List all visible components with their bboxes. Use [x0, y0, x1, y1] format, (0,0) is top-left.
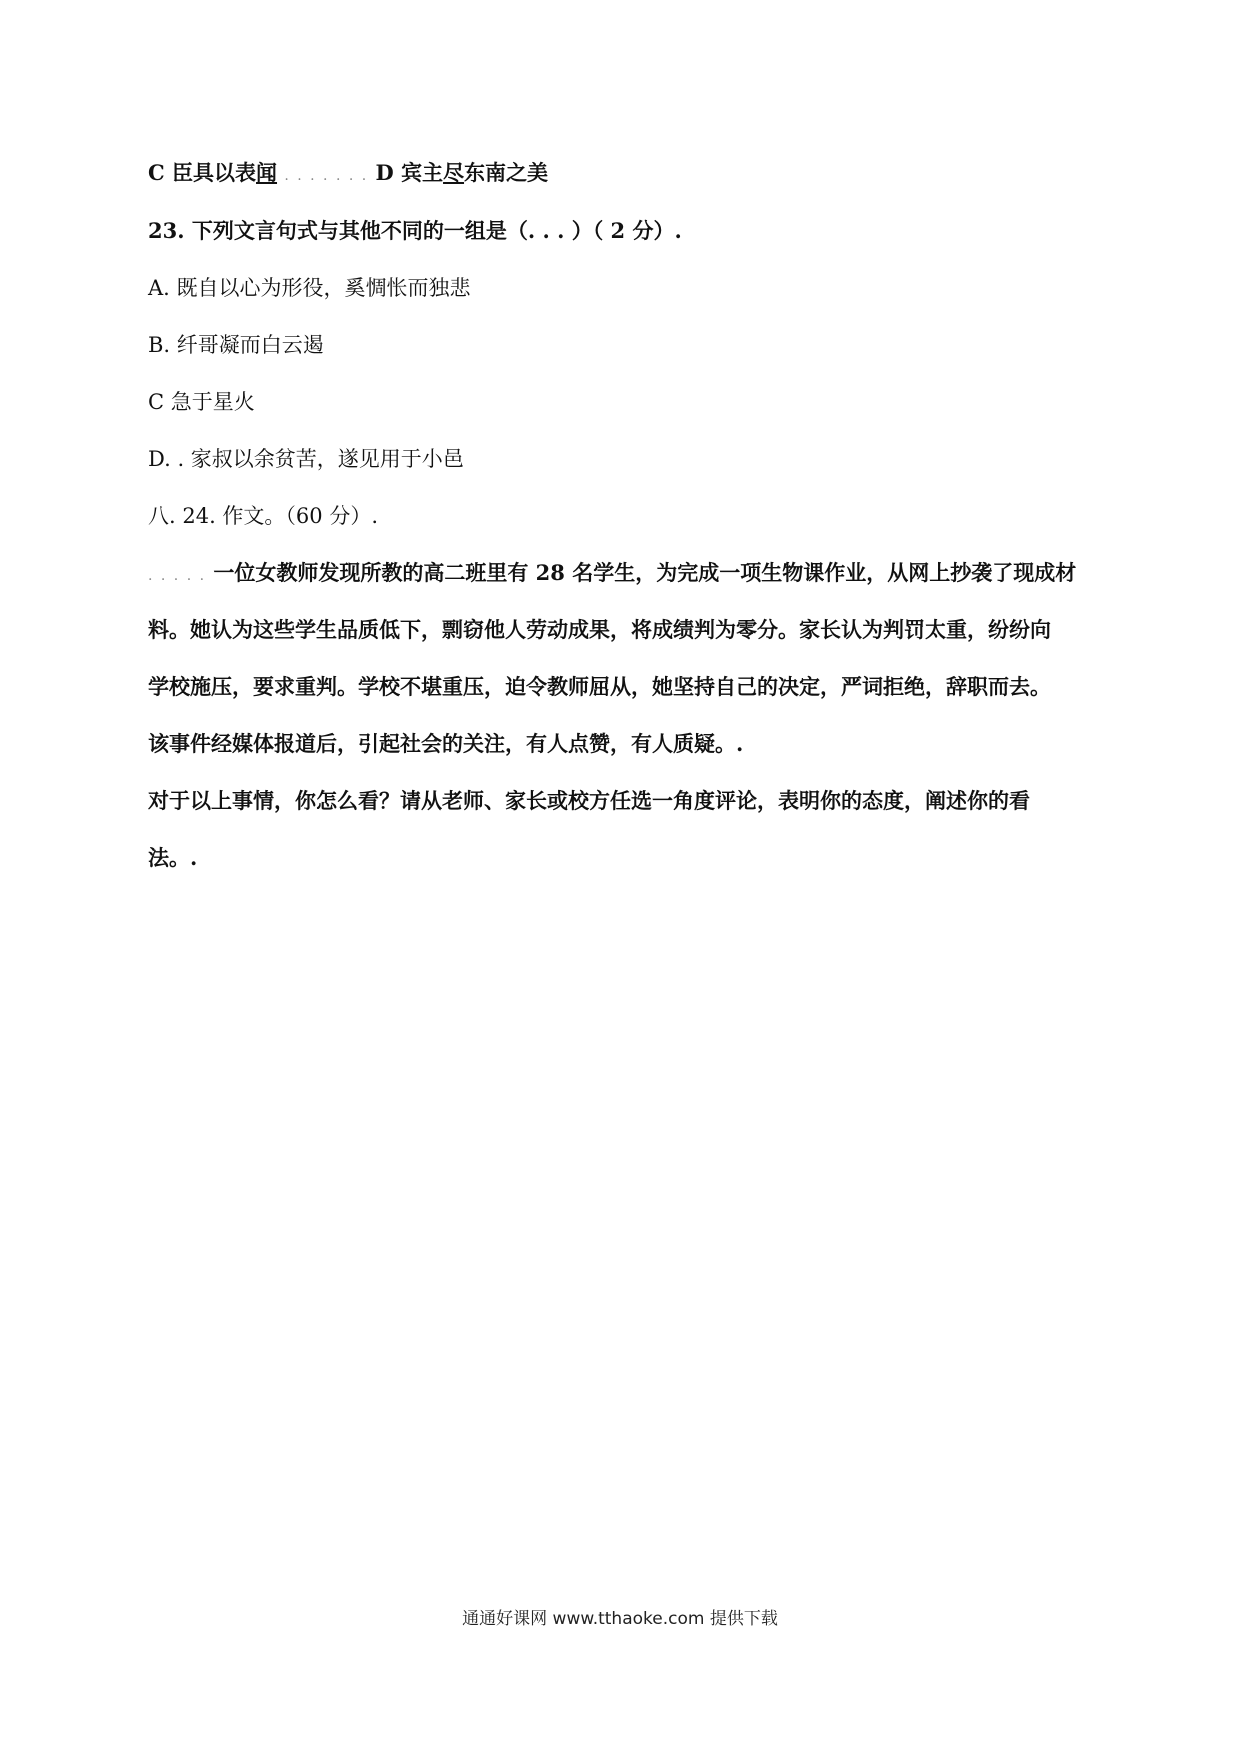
option-d: D. . 家叔以余贫苦，遂见用于小邑 [148, 447, 464, 471]
prompt-paragraph-line-6: 法。. [148, 845, 198, 870]
section-heading-composition: 八. 24. 作文。（60 分）. [148, 504, 378, 528]
prompt-paragraph-line-5: 对于以上事情，你怎么看？请从老师、家长或校方任选一角度评论，表明你的态度，阐述你的看 [148, 788, 1030, 813]
option-d-suffix: 东南之美 [464, 160, 549, 185]
prompt-paragraph-line-1 [148, 558, 1076, 591]
option-c: C 急于星火 [148, 390, 255, 414]
underlined-char-wen: 闻 [256, 160, 278, 185]
prompt-paragraph-line-2: 料。她认为这些学生品质低下，剽窃他人劳动成果，将成绩判为零分。家长认为判罚太重，纷纷向 [148, 617, 1051, 642]
prompt-paragraph-line-3: 学校施压，要求重判。学校不堪重压，迫令教师屈从，她坚持自己的决定，严词拒绝，辞职而去。 [148, 674, 1051, 699]
underlined-char-jin: 尽 [443, 160, 465, 185]
indent-dots: . . . . . [148, 568, 207, 584]
page-footer: 通通好课网 www.tthaoke.com 提供下载 [462, 1609, 778, 1629]
option-c-text: C 臣具以表 [148, 160, 257, 185]
question-23: 23. 下列文言句式与其他不同的一组是（. . . ）（ 2 分）. [148, 218, 682, 243]
dot-leader: . . . . . . . [284, 168, 369, 184]
option-c-d-line [148, 158, 548, 191]
option-b: B. 纤哥凝而白云遏 [148, 333, 324, 357]
option-a: A. 既自以心为形役，奚惆怅而独悲 [148, 276, 471, 300]
option-d-text: D 宾主 [375, 160, 444, 185]
prompt-text-1: 一位女教师发现所教的高二班里有 28 名学生，为完成一项生物课作业，从网上抄袭了现成材 [213, 560, 1077, 585]
prompt-paragraph-line-4: 该事件经媒体报道后，引起社会的关注，有人点赞，有人质疑。. [148, 731, 744, 756]
